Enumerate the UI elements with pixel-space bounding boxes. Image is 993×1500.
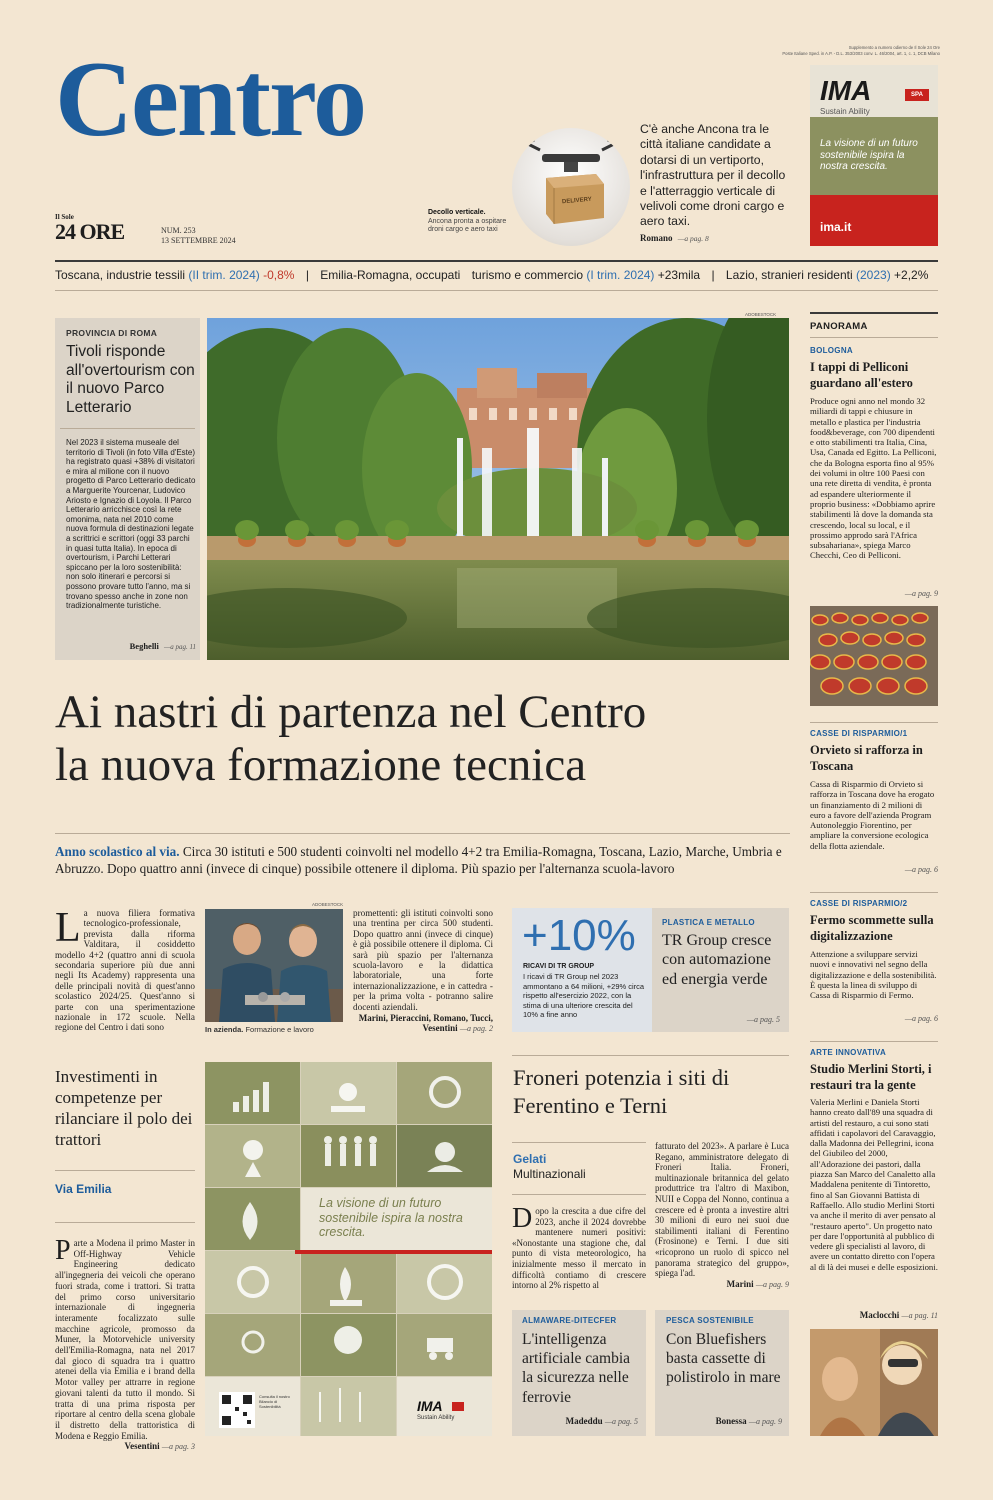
panorama-kicker: ARTE INNOVATIVA [810, 1048, 887, 1057]
lead-photo [205, 909, 343, 1022]
froneri-col2-text: fatturato del 2023». A parlare è Luca Regano, amministratore delegato di Froneri Italia. Froneri, multinazionale britannica del gelato produttrice tra l'altro di Maxibon, NUII e Coppa del Nonno, continua a crescere ed è pronta a investire altri 30 milioni di euro nei suoi due stabilimenti italiani di Ferentino (Frosinone) e Terni. I due siti «ricoprono un ruolo di spicco nel panorama strategico del gruppo», spiega l'ad. [655, 1141, 789, 1279]
box-fish-author: Bonessa [715, 1416, 747, 1426]
publisher-logo [55, 213, 124, 243]
box-ai-author: Madeddu [565, 1416, 603, 1426]
drone-teaser-text: C'è anche Ancona tra le città italiane candidate a dotarsi di un vertiporto, l'infrastruttura per il decollo e l'atterraggio verticale di velivoli come droni cargo e aero taxi. [640, 122, 786, 229]
tivoli-author: Beghelli [129, 641, 159, 651]
ad-top[interactable] [810, 65, 938, 246]
drone-caption [428, 209, 508, 235]
froneri-title[interactable]: Froneri potenzia i siti di Ferentino e Terni [513, 1065, 730, 1118]
panorama-item-page-ref: —a pag. 6 [904, 865, 938, 874]
drone-box-label: DELIVERY [561, 196, 593, 206]
panorama-item-body: Produce ogni anno nel mondo 32 miliardi di tappi e chiusure in metallo e plastica per l'industria food&beverage, con 700 dipendenti e otto stabilimenti tra Italia, Cina, Usa, Canada ed Egitto. La Pelliconi, che da Bologna esporta fino al 95% dei volumi in oltre 100 Paesi con una rete diretta di vendita, è pronta ad espandere ulteriormente il proprio business: «Dobbiamo aprire stabilimenti là dove la domanda sta crescendo, local su local, e il prossimo approdo sarà l'Africa subsahariana», spiega Marco Checchi, Ceo di Pelliconi. [810, 396, 937, 561]
ticker-period: (II trim. 2024) [188, 268, 260, 282]
panorama-item-author: Maclocchi [859, 1310, 900, 1320]
tivoli-page-ref: —a pag. 11 [164, 643, 196, 651]
box-ai-signature [520, 1416, 638, 1426]
publisher-big: 24 ORE [55, 219, 125, 244]
froneri-kicker: Gelati [513, 1152, 547, 1166]
tr-group-title[interactable]: TR Group cresce con automazione ed energia verde [662, 932, 772, 988]
ticker-label: Lazio, stranieri residenti [725, 268, 853, 282]
main-headline-line-1: Ai nastri di partenza nel Centro [55, 686, 647, 738]
froneri-col1-text: opo la crescita a due cifre del 2023, anche il 2024 dovrebbe mantenere numeri positivi: «Nonostante una stagione che, dal punto di vista meteorologico, ha inizialmente messo il mercato in difficoltà contiamo di crescere intorno al 2% rispetto al [512, 1206, 646, 1291]
box-fish-page-ref: —a pag. 9 [748, 1417, 782, 1426]
box-ai-kicker: ALMAWARE-DITECFER [522, 1316, 617, 1325]
ticker-item-1 [55, 268, 298, 282]
emilia-title[interactable]: Investimenti in competenze per rilanciare il polo dei trattori [55, 1067, 193, 1149]
lead-authors: Marini, Pieraccini, Romano, Tucci, Vesentini [358, 1013, 493, 1034]
froneri-col-2 [655, 1141, 789, 1289]
subheadline-text: Circa 30 istituti e 500 studenti coinvolti nel modello 4+2 tra Emilia-Romagna, Toscana, Lazio, Marche, Umbria e Abruzzo. Dopo quattro anni (invece di cinque) possibile ottenere il diploma. Più spazio per l'alternanza scuola-lavoro [55, 844, 782, 876]
ad-top-tagline: Sustain Ability [820, 107, 870, 116]
ticker-label: Toscana, industrie tessili [55, 268, 186, 282]
legal-line-2: Poste Italiane Sped. in A.P. - D.L. 353/2003 conv. L. 46/2004, art. 1, c. 1, DCB Milano [782, 51, 940, 56]
panorama-header: PANORAMA [810, 321, 868, 332]
lead-photo-caption-text: Formazione e lavoro [245, 1025, 314, 1034]
panorama-item-signature [810, 1310, 938, 1320]
ticker-value: -0,8% [263, 268, 295, 282]
issue-info [161, 226, 236, 246]
emilia-dropcap: P [55, 1235, 71, 1266]
panorama-item-body: Valeria Merlini e Daniela Storti hanno creato dall'89 una squadra di artisti del restauro, a cui sono stati affidati i capolavori del Caravaggio, dalla Madonna dei Pellegrini, icona del Giubileo del 2000, all'Adorazione dei pastori, dalla piazza San Marco del Canaletto alla Maddalena penitente di Tintoretto, fino al San Giovanni Battista di Raffaello. Allo studio Merlini Storti va anche il merito di aver pensato al "restauro aperto". Un progetto nato per dare l'opportunità al pubblico di vedere gli specialisti al lavoro, di avere un contatto diretto con l'opera al di là dei musei e delle esposizioni. [810, 1097, 938, 1272]
panorama-item-title[interactable]: Fermo scommette sulla digitalizzazione [810, 913, 934, 943]
drone-caption-text: Ancona pronta a ospitare droni cargo e aero taxi [428, 217, 507, 234]
ad-big-slogan: La visione di un futuro sostenibile ispira la nostra crescita. [319, 1196, 463, 1239]
tr-group-note: I ricavi di TR Group nel 2023 ammontano a 64 milioni, +29% circa rispetto all'esercizio 2022, con la stima di una ulteriore crescita del 10% a fine anno [523, 972, 645, 1019]
froneri-author: Marini [726, 1278, 754, 1289]
issue-date: 13 SETTEMBRE 2024 [161, 236, 236, 245]
ad-big[interactable] [205, 1062, 492, 1436]
panorama-item-title[interactable]: Studio Merlini Storti, i restauri tra la gente [810, 1062, 932, 1092]
ticker-period: (I trim. 2024) [586, 268, 655, 282]
tr-group-stat [512, 908, 652, 1032]
drone-teaser-signature [640, 233, 709, 243]
froneri-col-1 [512, 1203, 646, 1291]
subheadline-bold: Anno scolastico al via. [55, 844, 180, 859]
ticker-separator: | [711, 268, 715, 282]
main-headline[interactable] [55, 686, 785, 792]
panorama-photo-restorer [810, 1329, 938, 1436]
ticker-label-b: turismo e commercio [471, 268, 584, 282]
panorama-kicker: CASSE DI RISPARMIO/1 [810, 729, 908, 738]
lead-col2-text: promettenti: gli istituti coinvolti sono una trentina per circa 500 studenti. Dopo quattro anni (invece di cinque) è già possibile ottenere il diploma. Ci sarà più spazio per l'alternanza scuola-lavoro e la didattica laboratoriale, una forte internazionalizzazione, e in cattedra - per la prima volta - potranno salire docenti aziendali. [353, 908, 493, 1012]
legal-line-1: Supplemento a numero odierno de Il Sole 24 Ore [848, 45, 940, 50]
tr-group-big-number: +10% [522, 911, 636, 960]
ticker-period: (2023) [856, 268, 891, 282]
lead-article-col-1 [55, 905, 195, 1033]
ticker-value: +23mila [657, 268, 701, 282]
ad-big-tagline: Sustain Ability [417, 1415, 455, 1421]
tivoli-photo-credit: ADOBESTOCK [745, 312, 777, 317]
issue-number: NUM. 253 [161, 226, 196, 235]
emilia-body [55, 1235, 195, 1452]
froneri-signature [655, 1279, 789, 1289]
drone-caption-bold: Decollo verticale. [428, 209, 486, 216]
ticker-separator: | [305, 268, 309, 282]
panorama-item-page-ref: —a pag. 9 [904, 589, 938, 598]
froneri-page-ref: —a pag. 9 [755, 1279, 789, 1289]
box-fish-title: Con Bluefishers basta cassette di polistirolo in mare [666, 1331, 781, 1387]
ad-top-badge: SPA [905, 89, 929, 101]
emilia-page-ref: —a pag. 3 [161, 1442, 195, 1452]
ticker-item-3 [726, 268, 928, 282]
lead-photo-caption-bold: In azienda. [205, 1025, 244, 1034]
lead-signature [353, 1013, 493, 1033]
panorama-item-body: Cassa di Risparmio di Orvieto si rafforza in Toscana dove ha erogato un finanziamento di 2 milioni di euro a favore dell'azienda Program Autonoleggio Fiorentino, per ampliare la conversione ecologica della flotta aziendale. [810, 779, 935, 851]
publisher-small: Il Sole [55, 213, 74, 221]
drone-image [512, 128, 630, 246]
main-headline-line-2: la nuova formazione tecnica [55, 739, 587, 791]
emilia-signature [55, 1441, 195, 1451]
box-ai-page-ref: —a pag. 5 [604, 1417, 638, 1426]
lead-dropcap: L [55, 905, 81, 951]
tivoli-kicker: PROVINCIA DI ROMA [66, 328, 158, 338]
tr-group-page-ref: —a pag. 5 [746, 1015, 780, 1024]
tivoli-signature [66, 641, 196, 651]
ticker-value: +2,2% [894, 268, 929, 282]
masthead-title: Centro [55, 40, 365, 159]
panorama-item-body: Attenzione a sviluppare servizi nuovi e innovativi nel segno della digitalizzazione e della sostenibilità. È questa la linea di sviluppo di Cassa di Risparmio di Fermo. [810, 949, 937, 1001]
lead-col1-text: a nuova filiera formativa tecnologico-professionale, prevista dalla riforma Valditara, il cosiddetto modello 4+2 (quattro anni di scuola secondaria superiore più due anni negli Its Academy) rappresenta una delle principali novità di quest'anno scolastico 2024/25. Quest'anno si parte con una sperimentazione nazionale in 172 scuole. Nella regione del Centro i dati sono [55, 908, 195, 1033]
ad-big-qr-text: Consulta il nostro Bilancio di Sostenibilità [259, 1394, 290, 1409]
panorama-kicker: BOLOGNA [810, 346, 853, 355]
ticker-label: Emilia-Romagna, occupati [320, 268, 461, 282]
lead-article-col-2 [353, 908, 493, 1033]
lead-page-ref: —a pag. 2 [459, 1024, 493, 1034]
emilia-author: Vesentini [124, 1441, 160, 1452]
drone-page-ref: —a pag. 8 [677, 234, 709, 243]
panorama-photo-caps [810, 606, 938, 706]
tr-group-label: RICAVI DI TR GROUP [523, 963, 595, 970]
box-fish-kicker: PESCA SOSTENIBILE [666, 1316, 754, 1325]
panorama-kicker: CASSE DI RISPARMIO/2 [810, 899, 908, 908]
lead-photo-credit: ADOBESTOCK [312, 902, 344, 907]
tr-group-kicker: PLASTICA E METALLO [662, 918, 755, 927]
box-ai-title: L'intelligenza artificiale cambia la sicurezza nelle ferrovie [522, 1331, 631, 1406]
main-subheadline [55, 843, 790, 877]
legal-line [760, 45, 940, 57]
ticker-bar [55, 268, 938, 282]
drone-author: Romano [640, 233, 673, 243]
panorama-item-title[interactable]: Orvieto si rafforza in Toscana [810, 743, 923, 773]
ad-big-brand: IMA [417, 1398, 443, 1414]
tivoli-title[interactable]: Tivoli risponde all'overtourism con il nuovo Parco Letterario [66, 343, 195, 416]
emilia-section: Via Emilia [55, 1182, 112, 1196]
panorama-item-page-ref: —a pag. 11 [901, 1311, 938, 1320]
ad-top-brand: IMA [820, 75, 872, 106]
froneri-dropcap: D [512, 1203, 533, 1234]
froneri-section: Multinazionali [513, 1167, 586, 1181]
ad-top-slogan: La visione di un futuro sostenibile ispira la nostra crescita. [820, 138, 918, 172]
box-fish-signature [664, 1416, 782, 1426]
tivoli-body: Nel 2023 il sistema museale del territorio di Tivoli (in foto Villa d'Este) ha registrato quasi +38% di visitatori e mira al milione con il nuovo progetto di Parco Letterario dedicato a Marguerite Yourcenar, Ludovico Ariosto e Ignazio di Loyola. Il Parco Letterario arricchisce così la rete omonima, nata nel 2010 come nuova formula di destinazioni legate a scrittrici e scrittori (oggi 33 parchi in quasi tutta Italia). In epoca di overtourism, i Parchi Letterari spiccano per la loro sostenibilità: non solo itinerari e percorsi si possono provare tutto l'anno, ma si trovano spesso anche in zone non tradizionalmente turistiche. [66, 438, 196, 611]
lead-photo-caption [205, 1025, 314, 1034]
panorama-item-page-ref: —a pag. 6 [904, 1014, 938, 1023]
panorama-item-title[interactable]: I tappi di Pelliconi guardano all'estero [810, 360, 913, 390]
ad-top-url[interactable]: ima.it [820, 220, 852, 234]
ticker-item-2 [320, 268, 703, 282]
tivoli-photo [207, 318, 789, 660]
emilia-body-text: arte a Modena il primo Master in Off-Highway Vehicle Engineering dedicato all'ingegneria dei veicoli che operano fuori strada, come i trattori. Si tratta del primo corso universitario internazionale di ingegneria interamente focalizzato sulle macchine agricole, promosso da Muner, la Motorvehicle university dell'Emilia-Romagna, nata nel 2017 dal gioco di squadra tra i quattro atenei della via Emilia e i brand della Motor valley per attrarre in regione giovani talenti da tutto il mondo. Si tratta di una prima risposta per riportare al centro della scena globale il distretto della trattoristica di Modena e Reggio Emilia. [55, 1238, 195, 1441]
